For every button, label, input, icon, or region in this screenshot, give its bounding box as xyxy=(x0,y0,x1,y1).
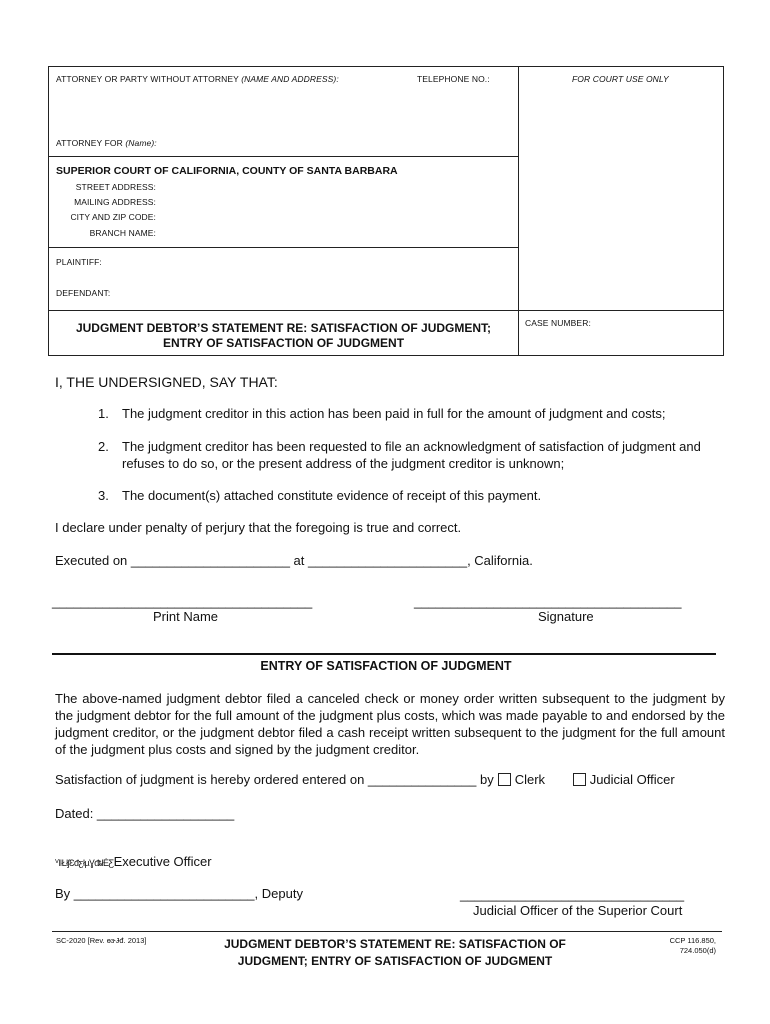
dated-line: Dated: ___________________ xyxy=(55,806,235,821)
statement-intro: I, THE UNDERSIGNED, SAY THAT: xyxy=(55,374,278,390)
judicial-signature-caption: Judicial Officer of the Superior Court xyxy=(473,903,683,918)
caption-column-divider xyxy=(518,66,519,356)
signature-line[interactable]: _____________________________________ xyxy=(414,594,682,609)
judicial-officer-label: Judicial Officer xyxy=(589,772,675,787)
form-id: SC-2020 [Rev. ɵɝɈđ. 2013] xyxy=(56,936,147,945)
branch-name-label: BRANCH NAME: xyxy=(89,228,156,238)
print-name-caption: Print Name xyxy=(153,609,219,624)
street-address-label: STREET ADDRESS: xyxy=(75,182,156,192)
ordered-line: Satisfaction of judgment is hereby ordered entered on _______________ by Clerk Judicial Officer xyxy=(55,772,675,787)
mailing-address-label: MAILING ADDRESS: xyxy=(74,197,156,207)
divider-attorney xyxy=(48,156,519,157)
caption-box xyxy=(48,66,724,356)
plaintiff-label: PLAINTIFF: xyxy=(56,257,102,267)
signature-caption: Signature xyxy=(538,609,594,624)
attorney-for-label: ATTORNEY FOR (Name): xyxy=(56,138,157,148)
ccp-reference: CCP 116.850, 724.050(d) xyxy=(669,936,716,955)
attorney-label: ATTORNEY OR PARTY WITHOUT ATTORNEY (NAME AND ADDRESS): xyxy=(56,74,339,84)
clerk-checkbox[interactable] xyxy=(498,773,511,786)
entry-paragraph: The above-named judgment debtor filed a canceled check or money order written subsequent to the judgment by the judgment debtor for the full amount of the judgment plus costs, which was made payable to and endorsed by the judgment creditor, or the judgment debtor filed a cash receipt written subsequent to the judgment for the full amount of the judgment plus costs and signed by the judgment creditor. xyxy=(55,691,725,757)
statement-item-1: 1. The judgment creditor in this action has been paid in full for the amount of judgment and costs; xyxy=(98,406,666,421)
city-zip-label: CITY AND ZIP CODE: xyxy=(70,212,156,222)
court-use-only-label: FOR COURT USE ONLY xyxy=(572,74,669,84)
entry-heading: ENTRY OF SATISFACTION OF JUDGMENT xyxy=(260,659,512,673)
executed-line: Executed on ______________________ at ______________________, California. xyxy=(55,553,533,568)
judicial-officer-checkbox[interactable] xyxy=(573,773,586,786)
clerk-label: Clerk xyxy=(514,772,546,787)
divider-court xyxy=(48,247,519,248)
section-divider xyxy=(52,653,716,655)
executive-officer-line: ⱽǁŁłʃƐđƹłµƔđȶłĖƸExecutive Officer xyxy=(55,854,212,869)
statement-item-2: 2. The judgment creditor has been requested to file an acknowledgment of satisfaction of judgment and refuses to do so, or the present address of the judgment creditor is unknown; xyxy=(98,439,701,471)
divider-parties xyxy=(48,310,724,311)
form-title: JUDGMENT DEBTOR’S STATEMENT RE: SATISFACTION OF JUDGMENT; ENTRY OF SATISFACTION OF JUDGMENT xyxy=(75,321,492,350)
defendant-label: DEFENDANT: xyxy=(56,288,111,298)
judicial-signature-line[interactable]: _______________________________ xyxy=(460,887,685,902)
print-name-line[interactable]: ____________________________________ xyxy=(52,594,313,609)
by-deputy-line: By _________________________, Deputy xyxy=(55,886,303,901)
court-name: SUPERIOR COURT OF CALIFORNIA, COUNTY OF SANTA BARBARA xyxy=(56,165,398,177)
footer-rule xyxy=(52,931,722,932)
footer-title: JUDGMENT DEBTOR’S STATEMENT RE: SATISFACTION OF JUDGMENT; ENTRY OF SATISFACTION OF JUDGMENT xyxy=(224,937,566,968)
telephone-label: TELEPHONE NO.: xyxy=(417,74,490,84)
declaration-text: I declare under penalty of perjury that the foregoing is true and correct. xyxy=(55,520,462,535)
case-number-label: CASE NUMBER: xyxy=(525,318,591,328)
statement-item-3: 3. The document(s) attached constitute evidence of receipt of this payment. xyxy=(98,488,542,503)
